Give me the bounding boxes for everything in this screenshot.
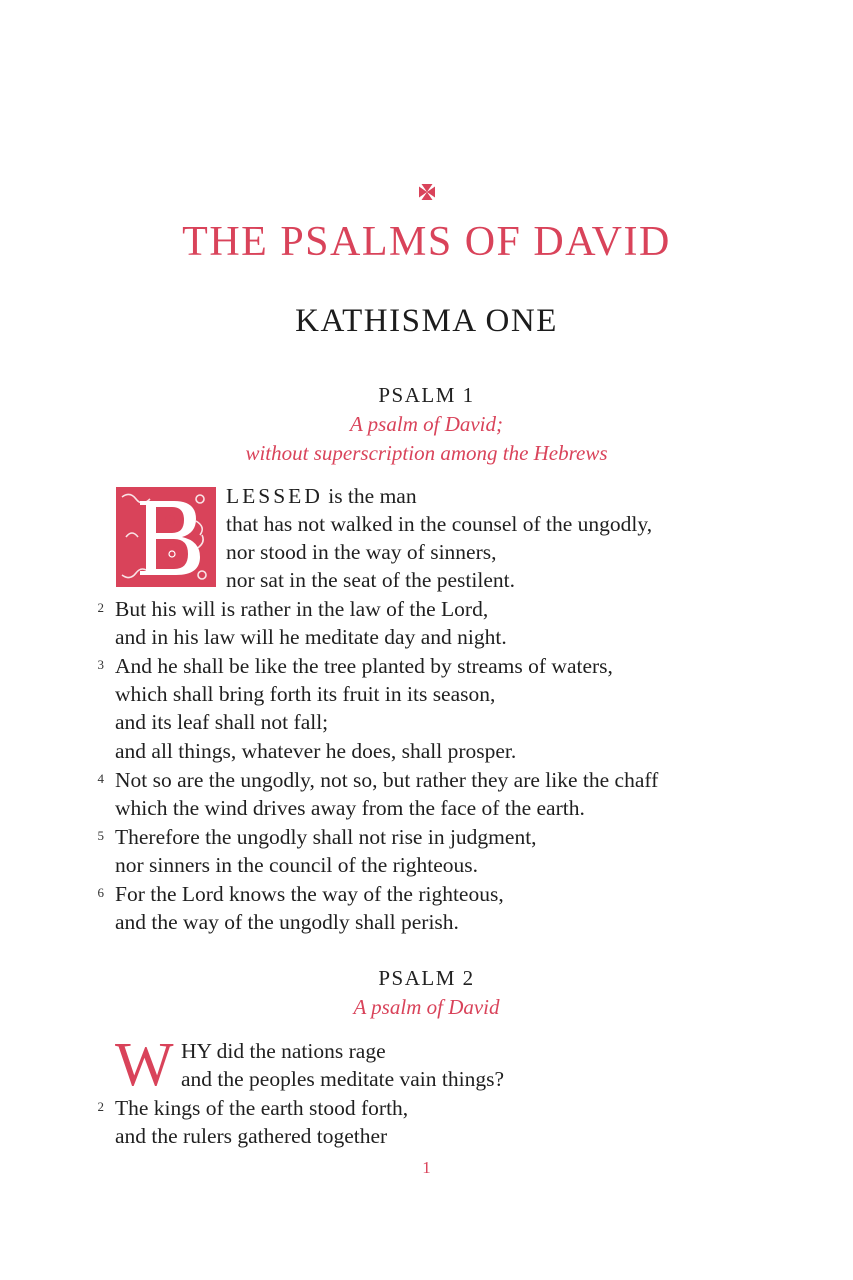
psalm-2-line-3: The kings of the earth stood forth, — [115, 1096, 409, 1120]
verse-number: 4 — [97, 771, 104, 786]
psalm-1-first-word: LESSED — [226, 484, 323, 508]
psalm-1-line-1: LESSED is the man — [226, 484, 417, 508]
psalm-1-line-11: Not so are the ungodly, not so, but rather they are like the chaff — [115, 768, 659, 792]
psalm-1-line-5: But his will is rather in the law of the Lord, — [115, 597, 489, 621]
page-number: 1 — [422, 1158, 431, 1177]
psalm-2-first-word: HY — [181, 1039, 212, 1063]
psalm-1-line-8: which shall bring forth its fruit in its season, — [115, 682, 496, 706]
psalm-2-line-4: and the rulers gathered together — [115, 1124, 388, 1148]
psalm-1-superscription-line-2: without superscription among the Hebrews — [245, 441, 608, 465]
psalm-1-line-12: which the wind drives away from the face of the earth. — [115, 796, 585, 820]
psalm-1-line-2: that has not walked in the counsel of the ungodly, — [226, 512, 653, 536]
psalm-1-line-9: and its leaf shall not fall; — [115, 710, 329, 734]
psalm-1-heading: PSALM 1 — [378, 383, 475, 407]
psalm-1-superscription-line-1: A psalm of David; — [349, 412, 504, 436]
verse-number: 2 — [97, 600, 104, 615]
psalm-1-line-14: nor sinners in the council of the righteous. — [115, 853, 479, 877]
verse-number: 2 — [97, 1099, 104, 1114]
psalm-2-heading: PSALM 2 — [378, 966, 475, 990]
drop-cap-w: W — [115, 1031, 174, 1099]
psalm-1-line-6: and in his law will he meditate day and night. — [115, 625, 507, 649]
psalm-1-line-15: For the Lord knows the way of the righteous, — [115, 882, 504, 906]
psalm-2-superscription: A psalm of David — [353, 995, 500, 1019]
verse-number: 3 — [97, 657, 104, 672]
psalm-1-line-7: And he shall be like the tree planted by streams of waters, — [115, 654, 613, 678]
book-title: THE PSALMS OF DAVID — [182, 219, 671, 265]
kathisma-heading: KATHISMA ONE — [295, 303, 558, 339]
psalm-2-line-2: and the peoples meditate vain things? — [181, 1067, 505, 1091]
illuminated-initial-b — [116, 487, 216, 587]
maltese-cross-icon — [0, 183, 853, 207]
psalm-1-line-10: and all things, whatever he does, shall prosper. — [115, 739, 517, 763]
verse-number: 6 — [97, 885, 104, 900]
psalm-2-line-1: HY did the nations rage — [181, 1039, 386, 1063]
psalm-1-line-4: nor sat in the seat of the pestilent. — [226, 568, 515, 592]
verse-number: 5 — [97, 828, 104, 843]
psalm-1-line-13: Therefore the ungodly shall not rise in judgment, — [115, 825, 537, 849]
psalm-1-line-16: and the way of the ungodly shall perish. — [115, 910, 459, 934]
psalm-1-line-3: nor stood in the way of sinners, — [226, 540, 497, 564]
